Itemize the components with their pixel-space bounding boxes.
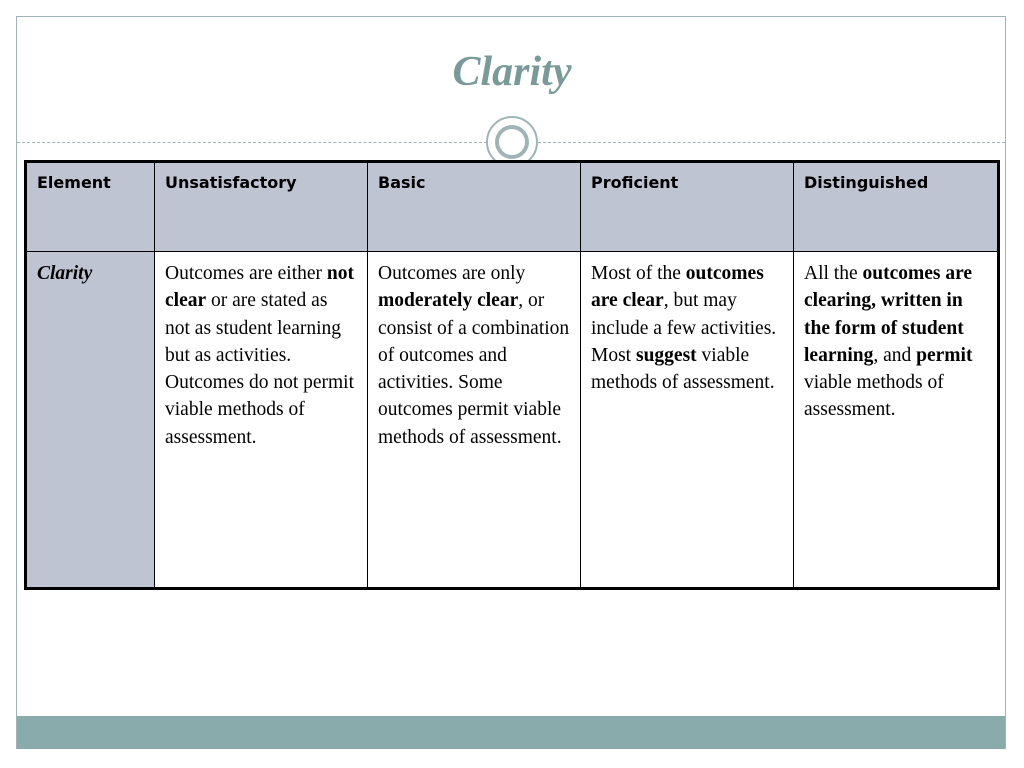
text: Most of the (591, 263, 686, 284)
slide-title: Clarity (452, 49, 572, 95)
text: Outcomes are only (378, 263, 526, 284)
emphasis: moderately clear (378, 290, 519, 312)
cell-basic (368, 252, 581, 589)
emphasis: suggest (635, 344, 697, 366)
header-element: Element (26, 162, 155, 252)
header-unsatisfactory: Unsatisfactory (155, 162, 368, 252)
emphasis: permit (916, 344, 973, 366)
text: , or consist of a combination of outcomes and activities. Some outcomes permit viable methods of assessment. (378, 290, 570, 448)
divider-ornament-inner (495, 125, 529, 159)
text: , and (873, 344, 917, 366)
text: All the (804, 263, 863, 284)
text: , but may include a few activities. Most (591, 290, 777, 366)
cell-element: Clarity (26, 252, 155, 589)
text: or are stated as not as student learning but as activities. Outcomes do not permit viable methods of assessment. (165, 290, 355, 448)
emphasis: not clear (165, 263, 354, 312)
title-divider-left (17, 142, 487, 143)
emphasis: outcomes are clear (591, 263, 764, 312)
emphasis: outcomes are clearing, written in the form of student learning (804, 263, 973, 366)
rubric-table (24, 160, 1000, 590)
title-divider-right (538, 142, 1005, 143)
cell-proficient (581, 252, 794, 589)
header-basic: Basic (368, 162, 581, 252)
table-row (26, 252, 999, 589)
text: viable methods of assessment. (804, 372, 944, 421)
header-distinguished: Distinguished (794, 162, 999, 252)
footer-accent-band (17, 716, 1005, 749)
table-header-row (26, 162, 999, 252)
cell-unsatisfactory (155, 252, 368, 589)
text: Outcomes are either (165, 263, 327, 284)
header-proficient: Proficient (581, 162, 794, 252)
cell-distinguished (794, 252, 999, 589)
text: viable methods of assessment. (591, 344, 775, 394)
